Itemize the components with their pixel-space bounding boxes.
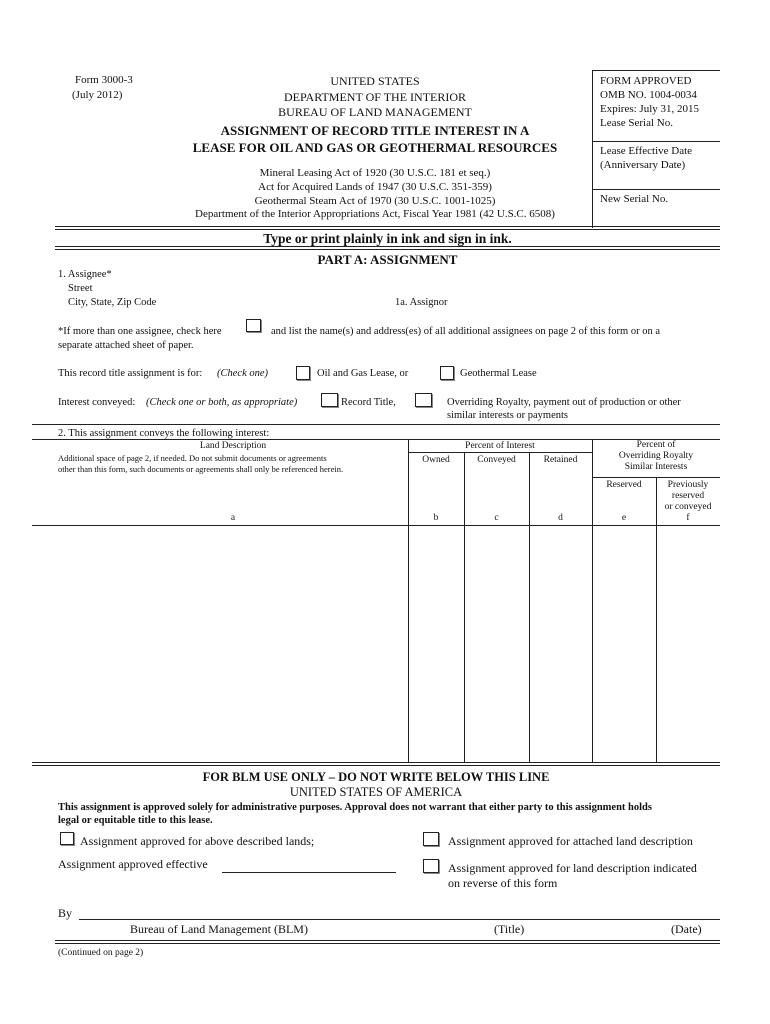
anniversary-date-label: (Anniversary Date): [600, 159, 686, 171]
land-description-note-line2: other than this form, such documents or agreements shall only be referenced herein.: [58, 464, 344, 474]
approved-effective-label: Assignment approved effective: [58, 857, 208, 871]
act-line-3: Geothermal Steam Act of 1970 (30 U.S.C. 1001-1025): [254, 195, 496, 207]
expiration-date: Expires: July 31, 2015: [600, 103, 699, 115]
column-letter-c: c: [494, 513, 499, 523]
record-title-checkbox[interactable]: [321, 393, 338, 407]
owned-cell[interactable]: [409, 526, 464, 762]
lease-effective-label: Lease Effective Date: [600, 145, 693, 157]
approved-above-checkbox[interactable]: [60, 832, 74, 845]
agency-line3: BUREAU OF LAND MANAGEMENT: [278, 105, 472, 119]
column-letter-a: a: [230, 513, 236, 523]
percent-overriding-header-line2: Overriding Royalty: [618, 451, 694, 461]
percent-interest-header: Percent of Interest: [465, 441, 535, 451]
street-label: Street: [68, 283, 93, 294]
multiple-assignee-checkbox[interactable]: [246, 319, 261, 332]
omb-number: OMB NO. 1004-0034: [600, 89, 697, 101]
signature-line[interactable]: [79, 919, 720, 920]
part-a-title: PART A: ASSIGNMENT: [317, 252, 458, 267]
overriding-royalty-label: Overriding Royalty, payment out of production or other: [447, 397, 681, 408]
previously-conveyed-cell[interactable]: [657, 526, 720, 762]
continued-note: (Continued on page 2): [58, 948, 144, 958]
multiple-assignee-note-cont: and list the name(s) and address(es) of all additional assignees on page 2 of this form or on a: [271, 326, 660, 337]
approved-reverse-checkbox[interactable]: [423, 859, 439, 873]
geothermal-lease-label: Geothermal Lease: [460, 368, 537, 379]
land-description-note: Additional space of page 2, if needed. Do not submit documents or agreements: [58, 453, 327, 463]
conveyed-cell[interactable]: [465, 526, 529, 762]
approved-reverse-label-line2: on reverse of this form: [448, 876, 558, 890]
date-caption: (Date): [671, 922, 702, 936]
assignee-label: 1. Assignee*: [58, 269, 112, 280]
title-caption: (Title): [494, 922, 525, 936]
previously-header-line2: reserved: [671, 491, 705, 501]
percent-overriding-header: Percent of: [636, 440, 676, 450]
percent-overriding-header-line3: Similar Interests: [624, 462, 688, 472]
act-line-4: Department of the Interior Appropriations Act, Fiscal Year 1981 (42 U.S.C. 6508): [195, 208, 555, 220]
assignment-for-label: This record title assignment is for:: [58, 368, 203, 379]
approved-reverse-label: Assignment approved for land description indicated: [448, 861, 697, 875]
form-date: (July 2012): [72, 89, 123, 101]
check-one-note: (Check one): [217, 368, 269, 379]
act-line-1: Mineral Leasing Act of 1920 (30 U.S.C. 181 et seq.): [259, 167, 491, 179]
reserved-cell[interactable]: [593, 526, 656, 762]
reserved-header: Reserved: [606, 480, 642, 490]
approved-attached-label: Assignment approved for attached land description: [448, 834, 693, 848]
overriding-royalty-checkbox[interactable]: [415, 393, 432, 407]
by-label: By: [58, 906, 73, 920]
land-description-cell[interactable]: [32, 526, 408, 762]
interest-table-intro: 2. This assignment conveys the following interest:: [58, 428, 270, 439]
form-title-line1: ASSIGNMENT OF RECORD TITLE INTEREST IN A: [220, 123, 530, 138]
lease-serial-label: Lease Serial No.: [600, 117, 673, 129]
blm-signature-caption: Bureau of Land Management (BLM): [130, 922, 308, 936]
city-state-zip-label: City, State, Zip Code: [68, 297, 157, 308]
retained-cell[interactable]: [530, 526, 592, 762]
agency-line2: DEPARTMENT OF THE INTERIOR: [283, 90, 467, 104]
column-letter-d: d: [558, 513, 563, 523]
geothermal-lease-checkbox[interactable]: [440, 366, 454, 380]
owned-header: Owned: [422, 455, 450, 465]
oil-gas-lease-checkbox[interactable]: [296, 366, 310, 380]
form-approved: FORM APPROVED: [600, 75, 692, 87]
new-serial-label: New Serial No.: [600, 193, 669, 205]
check-both-note: (Check one or both, as appropriate): [146, 397, 298, 408]
column-letter-f: f: [686, 513, 690, 523]
approval-notice: This assignment is approved solely for administrative purposes. Approval does not warrant that either party to this assignment holds: [58, 802, 652, 813]
ink-instruction: Type or print plainly in ink and sign in ink.: [263, 231, 512, 246]
multiple-assignee-note: *If more than one assignee, check here: [58, 326, 222, 337]
multiple-assignee-note-line2: separate attached sheet of paper.: [58, 340, 194, 351]
column-letter-b: b: [433, 513, 439, 523]
previously-header: Previously: [667, 480, 709, 490]
approval-notice-line2: legal or equitable title to this lease.: [58, 815, 213, 826]
record-title-label: Record Title,: [341, 397, 396, 408]
overriding-royalty-label-line2: similar interests or payments: [447, 410, 569, 421]
approved-above-label: Assignment approved for above described lands;: [80, 834, 315, 848]
assignor-label: 1a. Assignor: [395, 297, 448, 308]
retained-header: Retained: [543, 455, 578, 465]
agency-line1: UNITED STATES: [330, 74, 420, 88]
usa-heading: UNITED STATES OF AMERICA: [289, 785, 463, 799]
interest-conveyed-label: Interest conveyed:: [58, 397, 136, 408]
previously-header-line3: or conveyed: [664, 502, 712, 512]
blm-use-only-heading: FOR BLM USE ONLY – DO NOT WRITE BELOW THIS LINE: [202, 770, 550, 784]
approved-attached-checkbox[interactable]: [423, 832, 439, 846]
oil-gas-lease-label: Oil and Gas Lease, or: [317, 368, 409, 379]
column-letter-e: e: [621, 513, 627, 523]
act-line-2: Act for Acquired Lands of 1947 (30 U.S.C. 351-359): [258, 181, 492, 193]
approved-effective-date-field[interactable]: [222, 872, 396, 873]
form-number: Form 3000-3: [75, 74, 133, 86]
form-title-line2: LEASE FOR OIL AND GAS OR GEOTHERMAL RESOURCES: [192, 140, 558, 155]
conveyed-header: Conveyed: [477, 455, 516, 465]
land-description-header: Land Description: [199, 441, 267, 451]
